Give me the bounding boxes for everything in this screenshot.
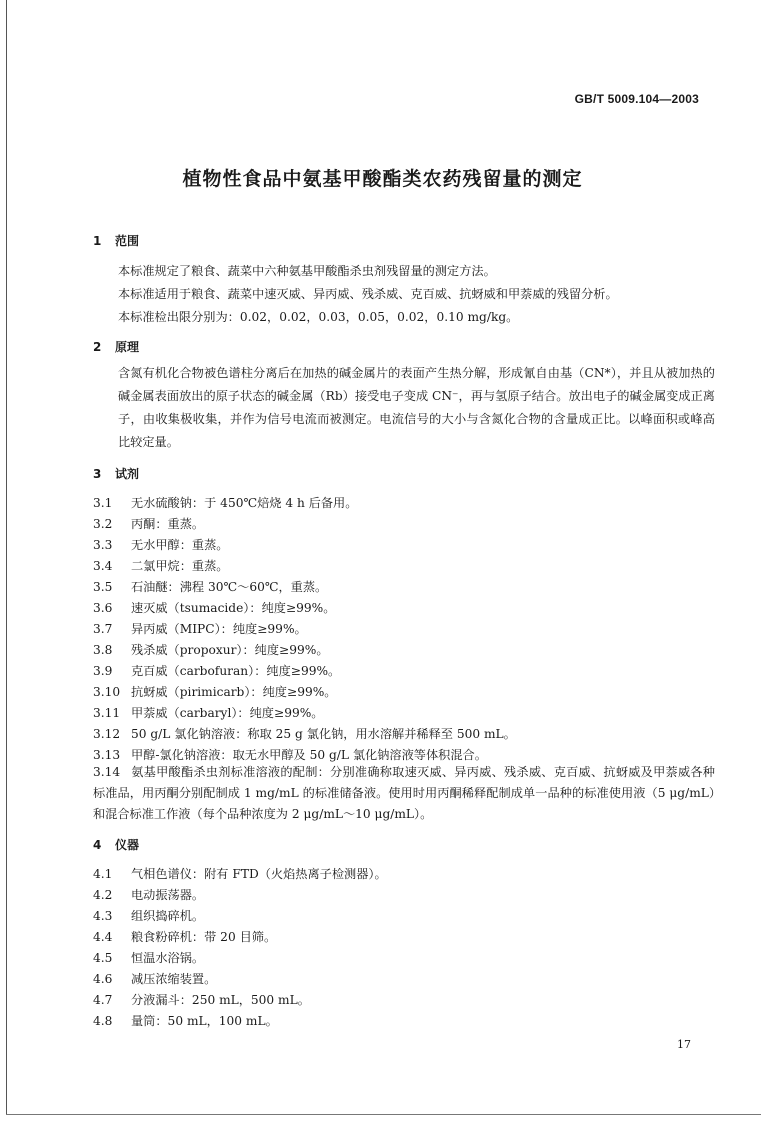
item-number: 3.1: [93, 496, 113, 510]
reagent-item: [93, 557, 229, 574]
document-title: 植物性食品中氨基甲酸酯类农药残留量的测定: [182, 168, 583, 190]
section-number: 2: [93, 340, 102, 354]
item-text: 无水硫酸钠：于 450℃焙烧 4 h 后备用。: [131, 496, 358, 510]
apparatus-item: [93, 865, 387, 882]
item-number: 3.3: [93, 538, 113, 552]
apparatus-item: [93, 949, 204, 966]
item-text: 克百威（carbofuran）：纯度≥99%。: [131, 664, 341, 678]
item-number: 3.7: [93, 622, 113, 636]
apparatus-item: [93, 991, 310, 1008]
item-text: 恒温水浴锅。: [131, 951, 205, 965]
item-text: 组织捣碎机。: [131, 909, 205, 923]
item-number: 4.1: [93, 867, 113, 881]
reagent-item: [93, 683, 337, 700]
scope-line: 本标准检出限分别为：0.02，0.02，0.03，0.05，0.02，0.10 mg/kg。: [118, 310, 519, 324]
item-text: 残杀威（propoxur）：纯度≥99%。: [131, 643, 329, 657]
item-number: 4.5: [93, 951, 113, 965]
item-text: 氨基甲酸酯杀虫剂标准溶液的配制：分别准确称取速灭威、异丙威、残杀威、克百威、抗蚜威及甲萘威各种标准品，用丙酮分别配制成 1 mg/mL 的标准储备液。使用时用丙酮稀释配制成单一品种的标准使用液（5 μg/mL）和混合标准工作液（每个品种浓度为 2 μg/mL～10 μg/mL）。: [93, 765, 715, 821]
section-title: 仪器: [115, 838, 140, 852]
principle-paragraph: [93, 362, 715, 454]
section-number: 3: [93, 467, 102, 481]
section-heading-principle: [93, 338, 139, 355]
reagent-item: [93, 620, 307, 637]
reagent-item: [93, 515, 204, 532]
section-number: 1: [93, 234, 102, 248]
reagent-item-long: [93, 762, 715, 825]
scope-line: 本标准适用于粮食、蔬菜中速灭威、异丙威、残杀威、克百威、抗蚜威和甲萘威的残留分析。: [118, 287, 618, 301]
item-number: 3.8: [93, 643, 113, 657]
item-number: 3.11: [93, 706, 121, 720]
item-text: 量筒：50 mL，100 mL。: [131, 1014, 278, 1028]
item-text: 丙酮：重蒸。: [131, 517, 205, 531]
item-text: 甲萘威（carbaryl）：纯度≥99%。: [131, 706, 324, 720]
apparatus-item: [93, 928, 276, 945]
item-text: 无水甲醇：重蒸。: [131, 538, 229, 552]
section-title: 范围: [115, 234, 140, 248]
item-number: 3.6: [93, 601, 113, 615]
reagent-item: [93, 599, 335, 616]
section-heading-scope: [93, 232, 139, 249]
reagent-item: [93, 578, 327, 595]
item-text: 50 g/L 氯化钠溶液：称取 25 g 氯化钠，用水溶解并稀释至 500 mL。: [131, 727, 516, 741]
item-number: 4.3: [93, 909, 113, 923]
apparatus-item: [93, 886, 204, 903]
bottom-rule: [6, 1114, 761, 1115]
item-text: 二氯甲烷：重蒸。: [131, 559, 229, 573]
item-number: 3.2: [93, 517, 113, 531]
item-number: 3.10: [93, 685, 121, 699]
section-title: 原理: [115, 340, 140, 354]
section-heading-apparatus: [93, 836, 139, 853]
item-number: 4.6: [93, 972, 113, 986]
item-number: 4.4: [93, 930, 113, 944]
item-text: 减压浓缩装置。: [131, 972, 217, 986]
item-text: 异丙威（MIPC）：纯度≥99%。: [131, 622, 307, 636]
item-text: 分液漏斗：250 mL，500 mL。: [131, 993, 310, 1007]
apparatus-item: [93, 1012, 278, 1029]
item-text: 抗蚜威（pirimicarb）：纯度≥99%。: [131, 685, 337, 699]
item-text: 速灭威（tsumacide）：纯度≥99%。: [131, 601, 336, 615]
reagent-item: [93, 704, 323, 721]
item-text: 粮食粉碎机：带 20 目筛。: [131, 930, 277, 944]
item-number: 4.7: [93, 993, 113, 1007]
reagent-item: [93, 641, 329, 658]
item-text: 电动振荡器。: [131, 888, 205, 902]
item-number: 4.8: [93, 1014, 113, 1028]
apparatus-item: [93, 907, 204, 924]
item-number: 3.12: [93, 727, 121, 741]
section-heading-reagents: [93, 465, 139, 482]
item-number: 3.9: [93, 664, 113, 678]
item-text: 石油醚：沸程 30℃～60℃，重蒸。: [131, 580, 328, 594]
reagent-item: [93, 536, 229, 553]
item-number: 3.5: [93, 580, 113, 594]
page-number: 17: [677, 1038, 691, 1051]
item-number: 3.13: [93, 748, 121, 762]
section-title: 试剂: [115, 467, 140, 481]
reagent-item: [93, 746, 487, 763]
item-number: 3.4: [93, 559, 113, 573]
scope-line: 本标准规定了粮食、蔬菜中六种氨基甲酸酯杀虫剂残留量的测定方法。: [118, 264, 496, 278]
item-text: 甲醇-氯化钠溶液：取无水甲醇及 50 g/L 氯化钠溶液等体积混合。: [131, 748, 487, 762]
reagent-item: [93, 494, 357, 511]
section-number: 4: [93, 838, 102, 852]
item-number: 3.14: [93, 765, 121, 779]
standard-code: GB/T 5009.104—2003: [574, 92, 699, 106]
item-text: 气相色谱仪：附有 FTD（火焰热离子检测器）。: [131, 867, 387, 881]
apparatus-item: [93, 970, 216, 987]
principle-text: 含氮有机化合物被色谱柱分离后在加热的碱金属片的表面产生热分解，形成氰自由基（CN*），并且从被加热的碱金属表面放出的原子状态的碱金属（Rb）接受电子变成 CN⁻，再与氢原子结合。放出电子的碱金属变成正离子，由收集极收集，并作为信号电流而被测定。电流信号的大小与含氮化合物的含量成正比。以峰面积或峰高比较定量。: [118, 366, 715, 449]
item-number: 4.2: [93, 888, 113, 902]
reagent-item: [93, 725, 516, 742]
reagent-item: [93, 662, 340, 679]
